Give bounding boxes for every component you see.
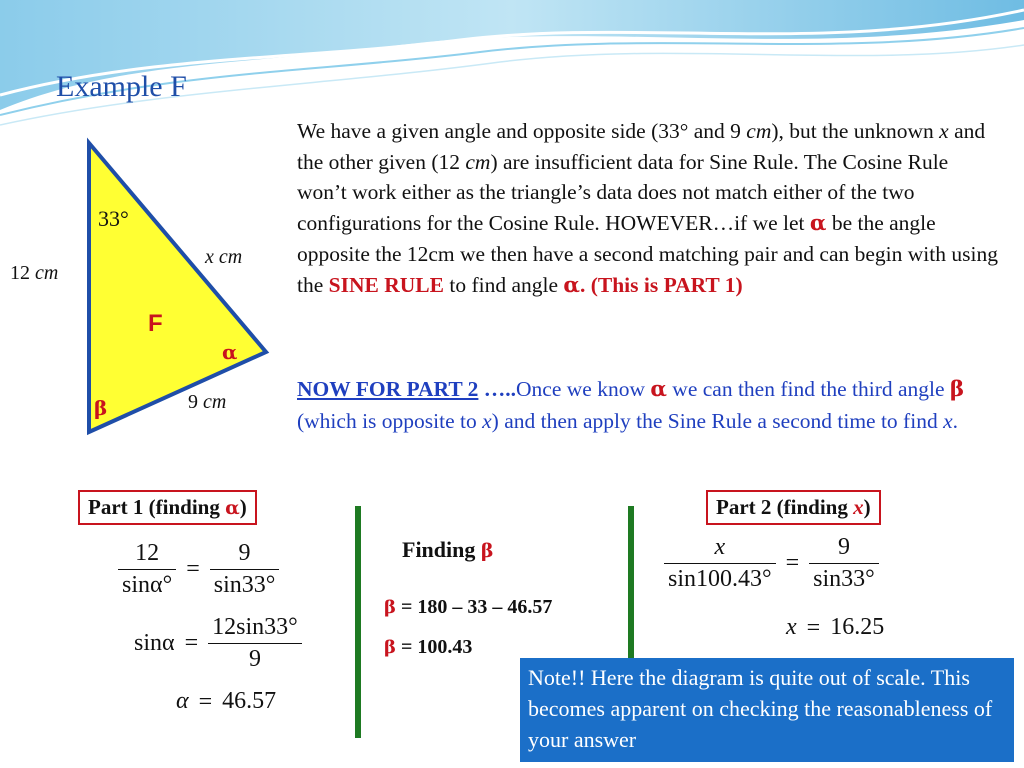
part2-heading: NOW FOR PART 2 xyxy=(297,377,479,401)
alpha-angle-label: α xyxy=(222,340,238,364)
part2-equation-1: $\frac{x}{\sin 100.43^\circ}$ = $\frac{9}{\sin 33^\circ}$ xyxy=(664,534,879,593)
triangle-shape xyxy=(89,143,266,432)
explanation-paragraph: We have a given angle and opposite side (33° and 9 cm), but the unknown x and the other given (12 cm) are insufficient data for Sine Rule. The Cosine Rule won’t work either as the triangle’s data does not match either of the two configurations for the Cosine Rule. HOWEVER…if we let α be the angle opposite the 12cm we then have a second matching pair and can begin with using the SINE RULE to find angle α. (This is PART 1) xyxy=(297,119,998,298)
triangle-name-label: F xyxy=(148,310,163,337)
side-12cm-label: 12 cm xyxy=(10,262,59,284)
beta-calc-line-2: β = 100.43 xyxy=(384,636,473,658)
part2-paragraph: NOW FOR PART 2 …..Once we know α we can then find the third angle β (which is opposite to x) and then apply the Sine Rule a second time to find x. xyxy=(297,377,965,433)
part1-equation-1: $\frac{12}{\sin\alpha^\circ}$ = $\frac{9}{\sin 33^\circ}$ xyxy=(118,540,279,599)
divider-bar-right xyxy=(628,506,634,658)
part1-equation-2: sinα = $\frac{12\sin 33^\circ}{9}$ xyxy=(134,614,302,673)
beta-angle-label: β xyxy=(94,396,108,420)
part1-equation-3: α = 46.57 xyxy=(176,688,277,715)
side-9cm-label: 9 cm xyxy=(188,391,227,413)
angle-33-label: 33° xyxy=(98,206,129,231)
part1-label-box: Part 1 (finding α) xyxy=(78,490,257,525)
sine-rule-highlight: SINE RULE xyxy=(328,272,444,297)
triangle-diagram xyxy=(0,130,290,450)
header-wave-decoration xyxy=(0,0,1024,130)
finding-beta-heading: Finding β xyxy=(402,537,494,562)
part2-label-box: Part 2 (finding x) xyxy=(706,490,881,525)
beta-calc-line-1: β = 180 – 33 – 46.57 xyxy=(384,596,553,618)
side-x-cm-label: x cm xyxy=(205,246,243,268)
divider-bar-left xyxy=(355,506,361,738)
part2-equation-2: x = 16.25 xyxy=(786,614,885,641)
slide-title: Example F xyxy=(56,70,187,103)
note-box: Note!! Here the diagram is quite out of scale. This becomes apparent on checking the reasonableness of your answer xyxy=(520,658,1014,762)
